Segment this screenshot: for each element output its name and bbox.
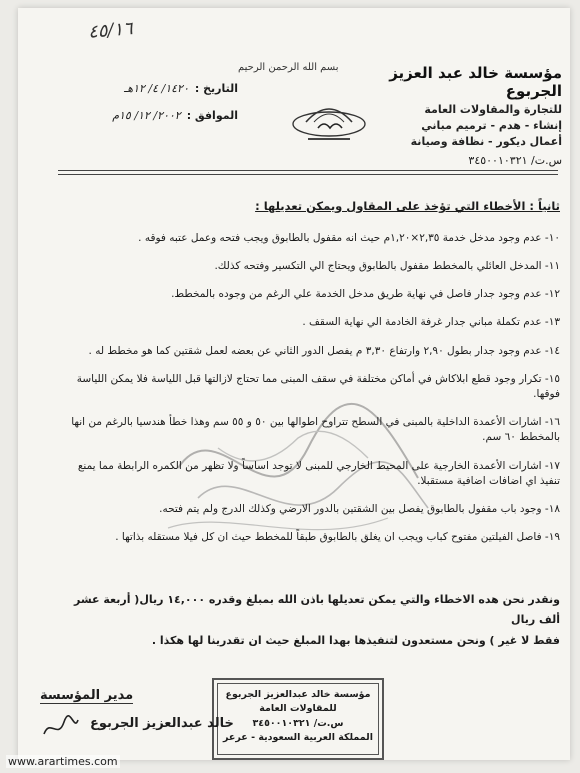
site-watermark: www.arartimes.com xyxy=(8,755,118,768)
manager-title: مدير المؤسسة xyxy=(40,688,134,703)
list-item: ١٥- تكرار وجود قطع ابلاكاش في أماكن مختلفة في سقف المبنى مما تحتاج لازالتها قبل اللياسة فلا يمكن اللياسة فوقها. xyxy=(76,372,560,400)
company-services-2: أعمال ديكور - نظافة وصيانة xyxy=(410,135,562,148)
company-logo-icon xyxy=(288,92,370,148)
company-services-1: إنشاء - هدم - ترميم مباني xyxy=(421,119,562,132)
company-name: مؤسسة خالد عبد العزيز الجربوع xyxy=(389,64,562,100)
manager-name: خالد عبدالعزيز الجربوع xyxy=(90,716,234,731)
stamp-line-3: س.ت/ ٣٤٥٠٠١٠٣٢١ xyxy=(252,717,344,729)
list-item: ١٤- عدم وجود جدار بطول ٢,٩٠ وارتفاع ٣,٣٠ م يفصل الدور الثاني عن بعضه لعمل شقتين كما هو مخطط له . xyxy=(88,344,560,357)
list-item: ١٢- عدم وجود جدار فاصل في نهاية طريق مدخل الخدمة علي الرغم من وجوده بالمخطط. xyxy=(171,288,560,301)
letter-body xyxy=(66,198,560,652)
list-item: ١٦- اشارات الأعمدة الداخلية بالمبنى في السطح تتراوح اطوالها بين ٥٠ و ٥٥ سم وهذا خطأ هندسيا بالرغم من انها بالمخطط ٦٠ سم. xyxy=(71,416,560,444)
company-stamp xyxy=(212,678,384,760)
list-item: ١٣- عدم تكملة مباني جدار غرفة الخادمة الي نهاية السقف . xyxy=(302,316,560,329)
company-info xyxy=(362,64,562,167)
closing-line-2: فقط لا غير ) ونحن مستعدون لتنفيذها بهدا المبلغ حيث ان تقدرينا لها هكذا . xyxy=(151,634,560,648)
letterhead xyxy=(48,48,568,167)
stamp-line-1: مؤسسة خالد عبدالعزيز الجربوع xyxy=(225,689,371,700)
date-label: التاريخ : xyxy=(194,82,238,95)
list-item: ١٧- اشارات الأعمدة الخارجية على المحيط الخارجي للمبنى لا توجد اساساً ولا تظهر من الكمره الرابطة مما يمنع تنفيذ اي اضافات اضافية مستقبلا. xyxy=(77,459,560,487)
bismillah: بسم الله الرحمن الرحيم xyxy=(238,62,339,73)
header-divider xyxy=(58,170,558,171)
closing-paragraph xyxy=(66,590,560,653)
list-item: ١٠- عدم وجود مدخل خدمة ٢,٣٥×١,٢٠م حيث انه مقفول بالطابوق ويجب فتحه وعمل عتبه فوقه . xyxy=(138,231,560,244)
handwritten-reference: ٤٥/١٦ xyxy=(87,18,134,43)
date-block xyxy=(58,82,238,136)
company-subtitle: للتجارة والمقاولات العامة xyxy=(424,103,562,116)
signature-mark-icon xyxy=(40,712,80,742)
section-title: ثانياً : الأخطاء التي تؤخذ على المقاول ويمكن تعديلها : xyxy=(255,199,560,213)
closing-line-1: ونقدر نحن هده الاخطاء والتي يمكن تعديلها باذن الله بمبلغ وقدره ١٤,٠٠٠ ريال( أربعة عشر ألف ريال xyxy=(73,592,560,627)
stamp-line-2: للمقاولات العامة xyxy=(259,703,337,715)
date-value: ١٤٢٠/ ٤/ ١٢هـ xyxy=(124,82,189,95)
document-page xyxy=(18,8,570,760)
list-item: ١٨- وجود باب مقفول بالطابوق يفصل بين الشقتين بالدور الارضي وكذلك الدرج ولم يتم فتحه. xyxy=(159,503,560,516)
stamp-line-4: المملكة العربية السعودية - عرعر xyxy=(222,731,373,743)
list-item: ١١- المدخل العائلي بالمخطط مقفول بالطابوق ويحتاج الي التكسير وفتحه كذلك. xyxy=(214,259,560,272)
header-divider-secondary xyxy=(58,174,558,175)
corresponding-date-value: ٢٠٠٢/ ١٢/ ١٥م xyxy=(112,109,181,122)
corresponding-date-label: الموافق : xyxy=(186,109,238,122)
list-item: ١٩- فاصل الفيلتين مفتوح كباب ويجب ان يغلق بالطابوق طبقاً للمخطط حيث ان كل فيلا مستقله بذاتها . xyxy=(115,531,560,544)
company-cr-number: س.ت/ ٣٤٥٠٠١٠٣٢١ xyxy=(468,154,562,167)
